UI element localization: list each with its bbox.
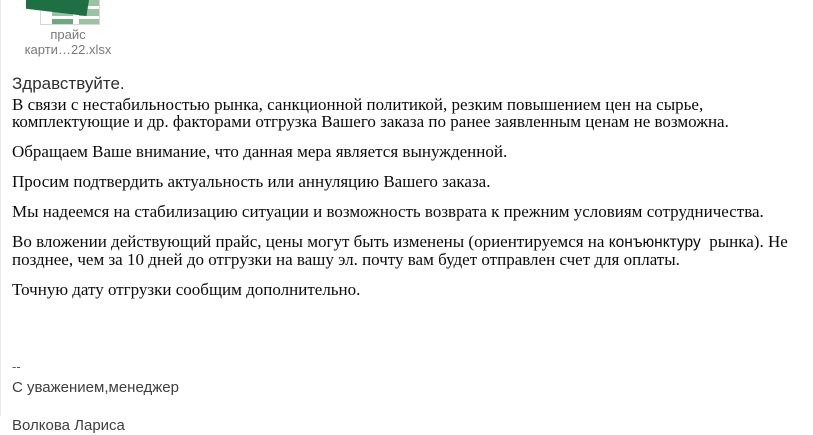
paragraph-forced-measure: Обращаем Ваше внимание, что данная мера является вынужденной. [12,142,508,161]
signature-role: С уважением,менеджер [12,379,179,396]
attachment-chip[interactable] [14,0,122,57]
paragraph-confirm-order: Просим подтвердить актуальность или аннуляцию Вашего заказа. [12,172,491,191]
price-paragraph-part1: Во вложении действующий прайс, цены могут быть изменены (ориентируемся на [12,232,609,251]
attachment-filename [14,27,122,57]
signature-gap [12,311,805,359]
excel-file-icon [14,0,122,26]
signature-name: Волкова Лариса [12,417,125,434]
paragraph-price-attachment [12,233,805,268]
price-paragraph-mixed-font-word: конъюнктуру [608,234,701,251]
paragraph-market-instability: В связи с нестабильностью рынка, санкционной политикой, резким повышением цен на сырье, комплектующие и др. факторами отгрузка Вашего заказа по ранее заявленным ценам не возможна. [12,95,729,131]
signature-separator: -- [12,359,21,374]
attachment-filename-line1: прайс [50,27,86,42]
price-paragraph-part2: рынка). Не позднее, чем за 10 дней до отгрузки на вашу эл. почту вам будет отправлен счет для оплаты. [12,232,793,269]
email-body-text [12,75,805,435]
paragraph-shipping-date: Точную дату отгрузки сообщим дополнительно. [12,280,361,299]
greeting-line: Здравствуйте. [12,74,125,93]
paragraph-hope-stabilization: Мы надеемся на стабилизацию ситуации и возможность возврата к прежним условиям сотрудничества. [12,202,764,221]
attachment-filename-line2: карти…22.xlsx [24,42,112,57]
